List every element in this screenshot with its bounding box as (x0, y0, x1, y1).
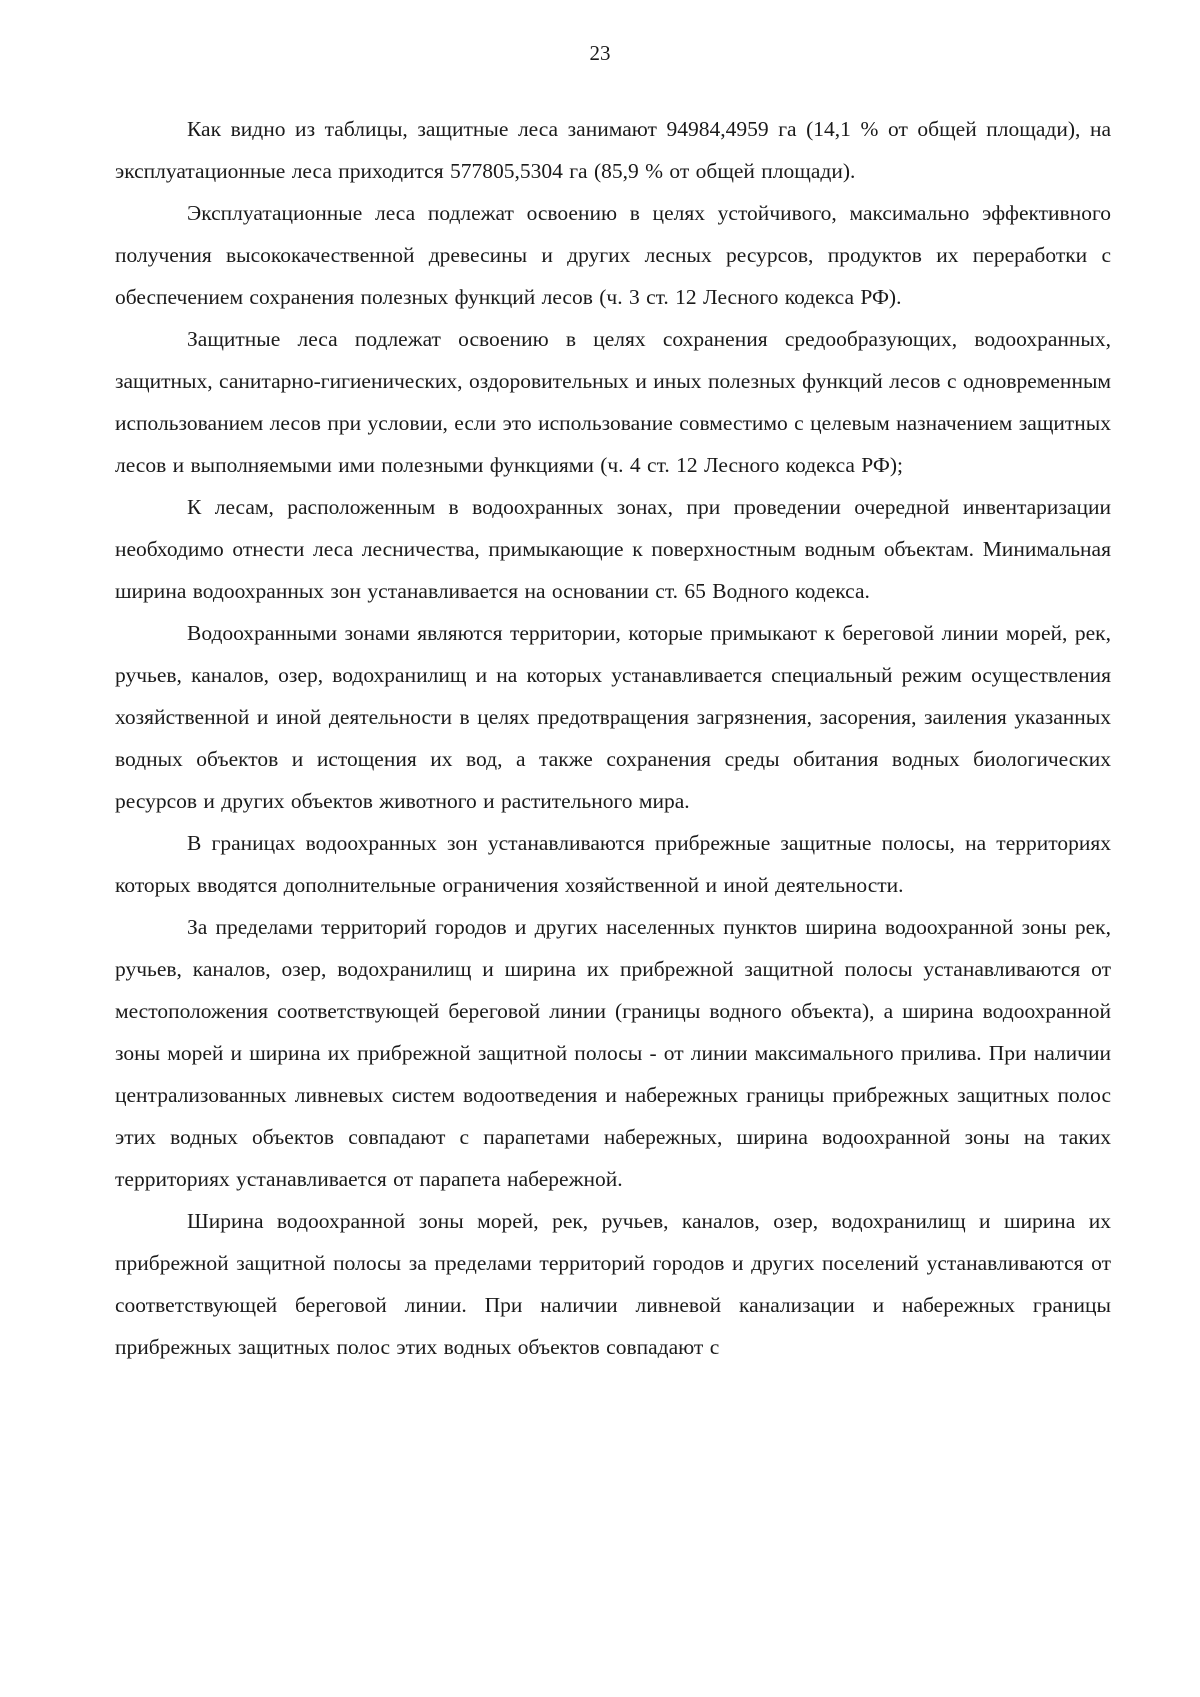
paragraph-zone-width-outside-cities: За пределами территорий городов и других населенных пунктов ширина водоохранной зоны рек, ручьев, каналов, озер, водохранилищ и ширина их прибрежной защитной полосы устанавливаются от местоположения соответствующей береговой линии (границы водного объекта), а ширина водоохранной зоны морей и ширина их прибрежной защитной полосы - от линии максимального прилива. При наличии централизованных ливневых систем водоотведения и набережных границы прибрежных защитных полос этих водных объектов совпадают с парапетами набережных, ширина водоохранной зоны на таких территориях устанавливается от парапета набережной. (115, 915, 1111, 1191)
page-number: 23 (589, 41, 611, 65)
paragraph-water-protection-zones: К лесам, расположенным в водоохранных зонах, при проведении очередной инвентаризации необходимо отнести леса лесничества, примыкающие к поверхностным водным объектам. Минимальная ширина водоохранных зон устанавливается на основании ст. 65 Водного кодекса. (115, 495, 1111, 603)
body-text (115, 108, 1111, 1368)
paragraph-coastal-strips: В границах водоохранных зон устанавливаются прибрежные защитные полосы, на территориях которых вводятся дополнительные ограничения хозяйственной и иной деятельности. (115, 831, 1111, 897)
paragraph-forest-areas: Как видно из таблицы, защитные леса занимают 94984,4959 га (14,1 % от общей площади), на эксплуатационные леса приходится 577805,5304 га (85,9 % от общей площади). (115, 117, 1111, 183)
paragraph-water-protection-definition: Водоохранными зонами являются территории, которые примыкают к береговой линии морей, рек, ручьев, каналов, озер, водохранилищ и на которых устанавливается специальный режим осуществления хозяйственной и иной деятельности в целях предотвращения загрязнения, засорения, заиления указанных водных объектов и истощения их вод, а также сохранения среды обитания водных биологических ресурсов и других объектов животного и растительного мира. (115, 621, 1111, 813)
paragraph-exploitation-forests: Эксплуатационные леса подлежат освоению в целях устойчивого, максимально эффективного получения высококачественной древесины и других лесных ресурсов, продуктов их переработки с обеспечением сохранения полезных функций лесов (ч. 3 ст. 12 Лесного кодекса РФ). (115, 201, 1111, 309)
paragraph-protective-forests: Защитные леса подлежат освоению в целях сохранения средообразующих, водоохранных, защитных, санитарно-гигиенических, оздоровительных и иных полезных функций лесов с одновременным использованием лесов при условии, если это использование совместимо с целевым назначением защитных лесов и выполняемыми ими полезными функциями (ч. 4 ст. 12 Лесного кодекса РФ); (115, 327, 1111, 477)
paragraph-zone-width-coastline: Ширина водоохранной зоны морей, рек, ручьев, каналов, озер, водохранилищ и ширина их прибрежной защитной полосы за пределами территорий городов и других поселений устанавливаются от соответствующей береговой линии. При наличии ливневой канализации и набережных границы прибрежных защитных полос этих водных объектов совпадают с (115, 1209, 1111, 1359)
